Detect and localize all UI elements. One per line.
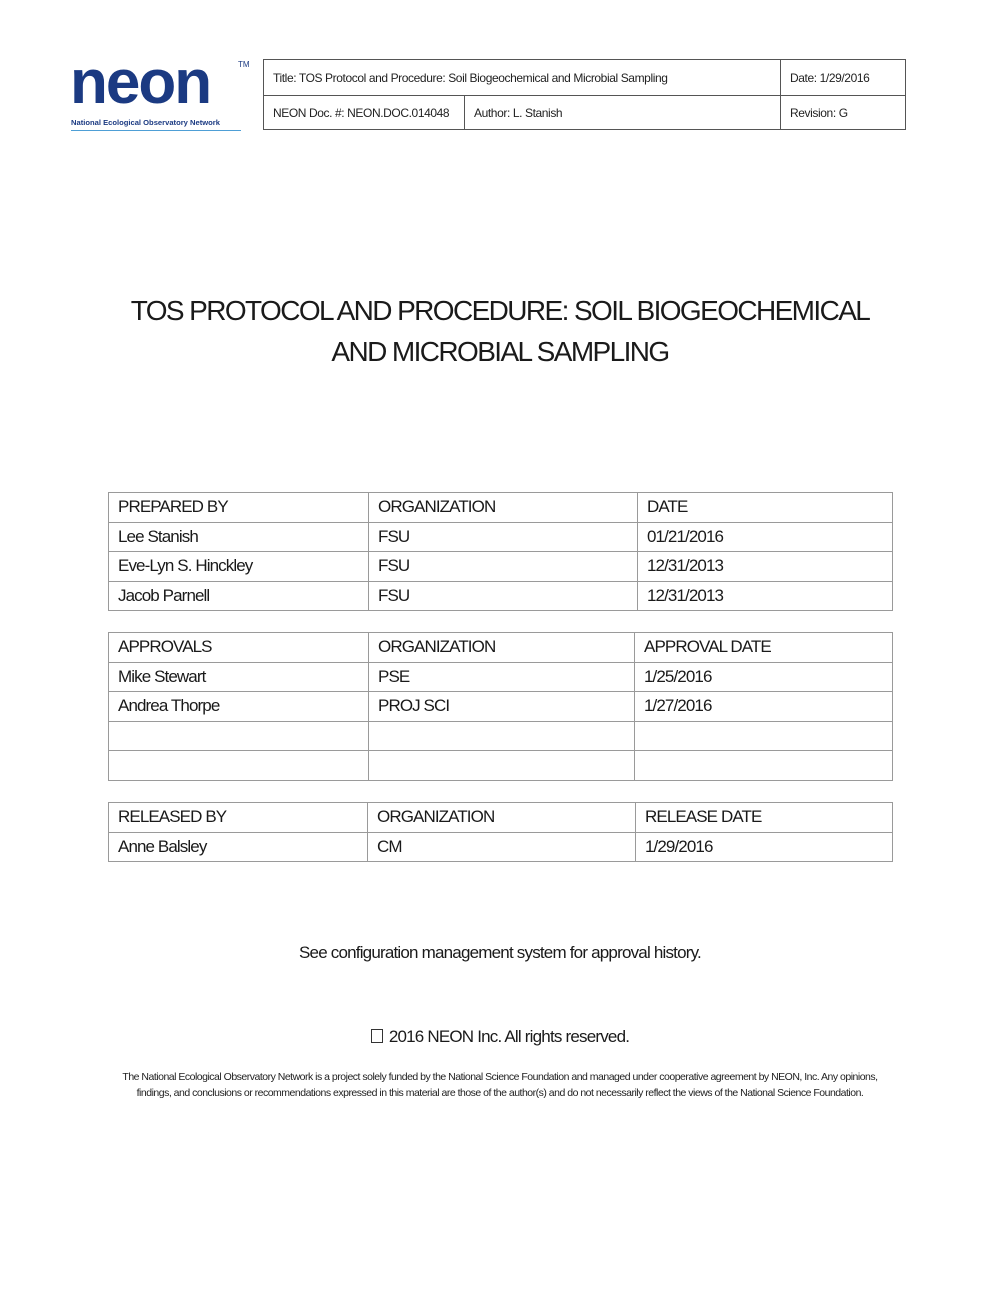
- header-cell: PREPARED BY: [109, 493, 369, 523]
- table-cell: Eve-Lyn S. Hinckley: [109, 552, 369, 582]
- document-title-line1: TOS PROTOCOL AND PROCEDURE: SOIL BIOGEOCHEMICAL: [130, 295, 870, 326]
- table-cell: FSU: [369, 581, 638, 611]
- released-by-table: [108, 802, 893, 862]
- document-title-line2: AND MICROBIAL SAMPLING: [331, 336, 669, 367]
- table-cell: [369, 721, 635, 751]
- table-row: [109, 662, 893, 692]
- prepared-by-table: [108, 492, 893, 611]
- header-cell: ORGANIZATION: [369, 493, 638, 523]
- table-cell: Mike Stewart: [109, 662, 369, 692]
- logo-wordmark: neon: [70, 48, 211, 117]
- table-cell: PROJ SCI: [369, 692, 635, 722]
- copyright-text: 2016 NEON Inc. All rights reserved.: [388, 1027, 630, 1046]
- table-cell: 12/31/2013: [638, 581, 893, 611]
- table-header-row: [109, 493, 893, 523]
- header-doc-number: NEON Doc. #: NEON.DOC.014048: [264, 95, 464, 130]
- table-cell: [109, 751, 369, 781]
- header-date: Date: 1/29/2016: [780, 60, 906, 95]
- funding-disclaimer: The National Ecological Observatory Network is a project solely funded by the National Science Foundation and managed under cooperative agreement by NEON, Inc. Any opinions, findings, and conclusions or recommendations expressed in this material are those of the author(s) and do not necessarily reflect the views of the National Science Foundation.: [122, 1071, 878, 1099]
- table-cell: 01/21/2016: [638, 522, 893, 552]
- table-cell: FSU: [369, 522, 638, 552]
- table-cell: PSE: [369, 662, 635, 692]
- table-row: [109, 832, 893, 862]
- document-header: [263, 59, 906, 130]
- table-header-row: [109, 803, 893, 833]
- table-cell: [635, 721, 893, 751]
- neon-logo: [70, 48, 250, 132]
- approvals-table: [108, 632, 893, 781]
- copyright-line: [100, 1027, 900, 1047]
- header-cell: RELEASE DATE: [636, 803, 893, 833]
- header-title: Title: TOS Protocol and Procedure: Soil Biogeochemical and Microbial Sampling: [273, 70, 668, 85]
- header-cell: ORGANIZATION: [368, 803, 636, 833]
- copyright-symbol-icon: [371, 1029, 383, 1043]
- table-cell: Andrea Thorpe: [109, 692, 369, 722]
- header-cell: APPROVAL DATE: [635, 633, 893, 663]
- table-cell: 1/25/2016: [635, 662, 893, 692]
- logo-rule: [71, 130, 241, 131]
- table-cell: 1/27/2016: [635, 692, 893, 722]
- table-cell: [635, 751, 893, 781]
- header-cell: RELEASED BY: [109, 803, 368, 833]
- table-cell: FSU: [369, 552, 638, 582]
- header-author: Author: L. Stanish: [464, 95, 780, 130]
- header-cell: DATE: [638, 493, 893, 523]
- table-row: [109, 522, 893, 552]
- table-cell: CM: [368, 832, 636, 862]
- configuration-management-note: See configuration management system for approval history.: [299, 943, 701, 962]
- table-cell: Lee Stanish: [109, 522, 369, 552]
- table-row: [109, 692, 893, 722]
- logo-trademark: TM: [238, 60, 250, 69]
- table-cell: 1/29/2016: [636, 832, 893, 862]
- header-cell: APPROVALS: [109, 633, 369, 663]
- table-row: [109, 552, 893, 582]
- table-cell: Jacob Parnell: [109, 581, 369, 611]
- table-row: [109, 581, 893, 611]
- table-header-row: [109, 633, 893, 663]
- logo-subtitle: National Ecological Observatory Network: [71, 118, 220, 127]
- table-row: [109, 751, 893, 781]
- table-row: [109, 721, 893, 751]
- table-cell: [109, 721, 369, 751]
- table-cell: 12/31/2013: [638, 552, 893, 582]
- table-cell: Anne Balsley: [109, 832, 368, 862]
- table-cell: [369, 751, 635, 781]
- document-title: [60, 290, 940, 372]
- header-revision: Revision: G: [780, 95, 906, 130]
- header-cell: ORGANIZATION: [369, 633, 635, 663]
